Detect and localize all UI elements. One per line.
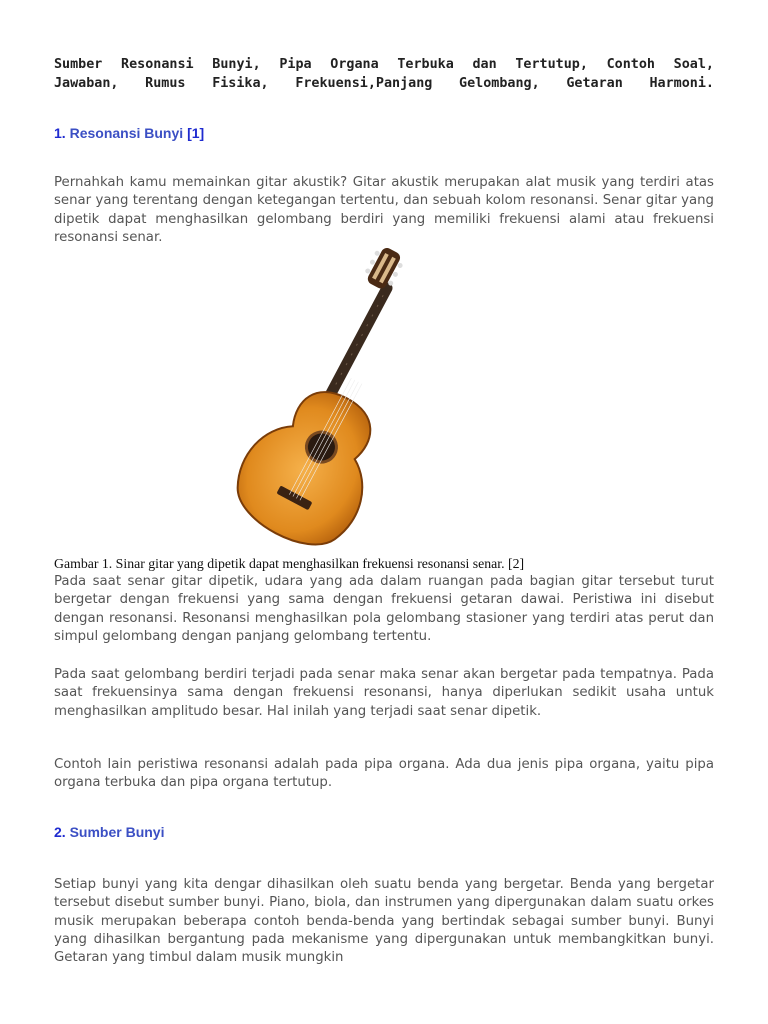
title-line-1: Sumber Resonansi Bunyi, Pipa Organa Terbuka dan Tertutup, Contoh Soal, [54, 57, 714, 72]
section-1-heading [54, 125, 204, 141]
section-2-para-1: Setiap bunyi yang kita dengar dihasilkan oleh suatu benda yang bergetar. Benda yang bergetar tersebut disebut sumber bunyi. Piano, biola, dan instrumen yang dipergunakan dalam suatu orkes musik merupakan beberapa contoh benda-benda yang bertindak sebagai sumber bunyi. Bunyi yang dihasilkan bergantung pada mekanisme yang dipergunakan untuk membangkitkan bunyi. Getaran yang timbul dalam musik mungkin [54, 877, 714, 966]
section-1-para-4: Contoh lain peristiwa resonansi adalah pada pipa organa. Ada dua jenis pipa organa, yaitu pipa organa terbuka dan pipa organa tertutup. [54, 757, 714, 791]
section-2-number: 2. [54, 824, 66, 840]
section-1-ref: [1] [187, 125, 205, 141]
section-1-para-3: Pada saat gelombang berdiri terjadi pada senar maka senar akan bergetar pada tempatnya. Pada saat frekuensinya sama dengan frekuensi resonansi, hanya diperlukan sedikit usaha untuk menghasilkan amplitudo besar. Hal inilah yang terjadi saat senar dipetik. [54, 667, 714, 719]
section-2-title: Sumber Bunyi [69, 824, 165, 840]
section-2-heading [54, 824, 164, 840]
section-1-para-2: Pada saat senar gitar dipetik, udara yang ada dalam ruangan pada bagian gitar tersebut turut bergetar dengan frekuensi yang sama dengan frekuensi getaran dawai. Peristiwa ini disebut dengan resonansi. Resonansi menghasilkan pola gelombang stasioner yang terdiri atas perut dan simpul gelombang dengan panjang gelombang tertentu. [54, 574, 714, 644]
figure-caption: Gambar 1. Sinar gitar yang dipetik dapat menghasilkan frekuensi resonansi senar. [2] [54, 556, 525, 571]
guitar-image [215, 248, 415, 558]
section-1-intro: Pernahkah kamu memainkan gitar akustik? Gitar akustik merupakan alat musik yang terdiri atas senar yang terentang dengan ketegangan tertentu, dan sebuah kolom resonansi. Senar gitar yang dipetik dapat menghasilkan gelombang berdiri yang memiliki frekuensi alami atau frekuensi resonansi senar. [54, 175, 714, 245]
title-line-2: Jawaban, Rumus Fisika, Frekuensi,Panjang Gelombang, Getaran Harmoni. [54, 76, 714, 91]
section-1-title: Resonansi Bunyi [69, 125, 184, 141]
section-1-number: 1. [54, 125, 66, 141]
document-title [54, 55, 714, 93]
